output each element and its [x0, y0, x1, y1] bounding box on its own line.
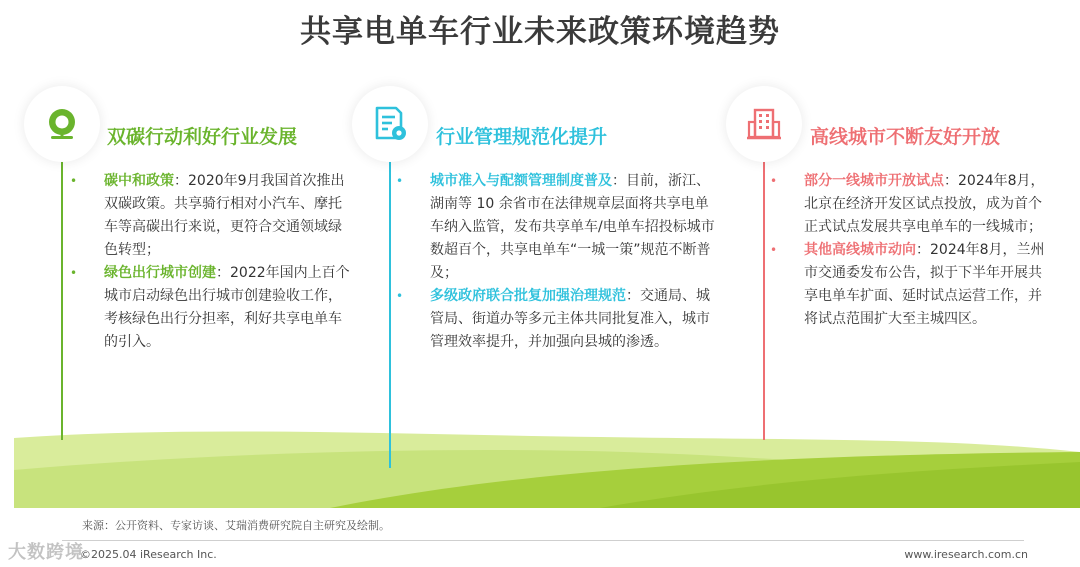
source-note: 来源：公开资料、专家访谈、艾瑞消费研究院自主研究及绘制。	[82, 519, 390, 532]
list-item: • 其他高线城市动向：2024年8月，兰州市交通委发布公告，拟于下半年开展共享电单车扩面、延时试点运营工作，并将试点范围扩大至主城四区。	[770, 242, 1045, 327]
item-text: 交通局、城管局、街道办等多元主体共同批复准入，城市管理效率提升，并加强向县城的渗透。	[430, 288, 710, 350]
column-3-title: 高线城市不断友好开放	[810, 126, 1001, 148]
column-3-icon-circle	[726, 86, 802, 162]
column-3-items	[770, 170, 1054, 331]
item-text: 2020年9月我国首次推出双碳政策。共享骑行相对小汽车、摩托车等高碳出行来说，更符合交通领域绿色转型；	[104, 173, 345, 258]
column-1-title: 双碳行动利好行业发展	[107, 126, 298, 148]
item-heading: 其他高线城市动向	[804, 242, 916, 258]
item-heading: 城市准入与配额管理制度普及	[430, 173, 612, 189]
document-settings-icon	[370, 104, 410, 144]
footer-divider	[62, 540, 1024, 541]
list-item: • 部分一线城市开放试点：2024年8月，北京在经济开发区试点投放，成为首个正式试点发展共享电单车的一线城市；	[770, 173, 1045, 235]
leaf-circle-icon	[42, 104, 82, 144]
column-1-line	[61, 148, 63, 440]
city-building-icon	[744, 104, 784, 144]
page-title: 共享电单车行业未来政策环境趋势	[300, 14, 780, 50]
list-item: • 碳中和政策：2020年9月我国首次推出双碳政策。共享骑行相对小汽车、摩托车等高碳出行来说，更符合交通领域绿色转型；	[70, 173, 345, 258]
item-text: 2022年国内上百个城市启动绿色出行城市创建验收工作，考核绿色出行分担率，利好共享电单车的引入。	[104, 265, 350, 350]
column-2-line	[389, 148, 391, 468]
item-text: 目前，浙江、湖南等 10 余省市在法律规章层面将共享电单车纳入监管，发布共享单车/电单车招投标城市数超百个，共享电单车“一城一策”规范不断普及；	[430, 173, 715, 281]
list-item: • 多级政府联合批复加强治理规范：交通局、城管局、街道办等多元主体共同批复准入，城市管理效率提升，并加强向县城的渗透。	[396, 288, 710, 350]
watermark: 大数跨境	[8, 542, 84, 563]
item-text: 2024年8月，兰州市交通委发布公告，拟于下半年开展共享电单车扩面、延时试点运营工作，并将试点范围扩大至主城四区。	[804, 242, 1045, 327]
item-heading: 碳中和政策	[104, 173, 174, 189]
item-text: 2024年8月，北京在经济开发区试点投放，成为首个正式试点发展共享电单车的一线城市；	[804, 173, 1045, 235]
item-heading: 绿色出行城市创建	[104, 265, 216, 281]
column-3-line	[763, 148, 765, 440]
list-item: • 绿色出行城市创建：2022年国内上百个城市启动绿色出行城市创建验收工作，考核绿色出行分担率，利好共享电单车的引入。	[70, 265, 350, 350]
list-item: • 城市准入与配额管理制度普及：目前，浙江、湖南等 10 余省市在法律规章层面将共享电单车纳入监管，发布共享单车/电单车招投标城市数超百个，共享电单车“一城一策”规范不断普及；	[396, 173, 715, 281]
website-link[interactable]: www.iresearch.com.cn	[904, 548, 1028, 561]
column-2-icon-circle	[352, 86, 428, 162]
column-2-items	[396, 170, 722, 354]
column-1-icon-circle	[24, 86, 100, 162]
item-heading: 部分一线城市开放试点	[804, 173, 944, 189]
column-1-items	[70, 170, 354, 354]
column-2-title: 行业管理规范化提升	[436, 126, 608, 148]
item-heading: 多级政府联合批复加强治理规范	[430, 288, 626, 304]
copyright: ©2025.04 iResearch Inc.	[80, 548, 217, 561]
